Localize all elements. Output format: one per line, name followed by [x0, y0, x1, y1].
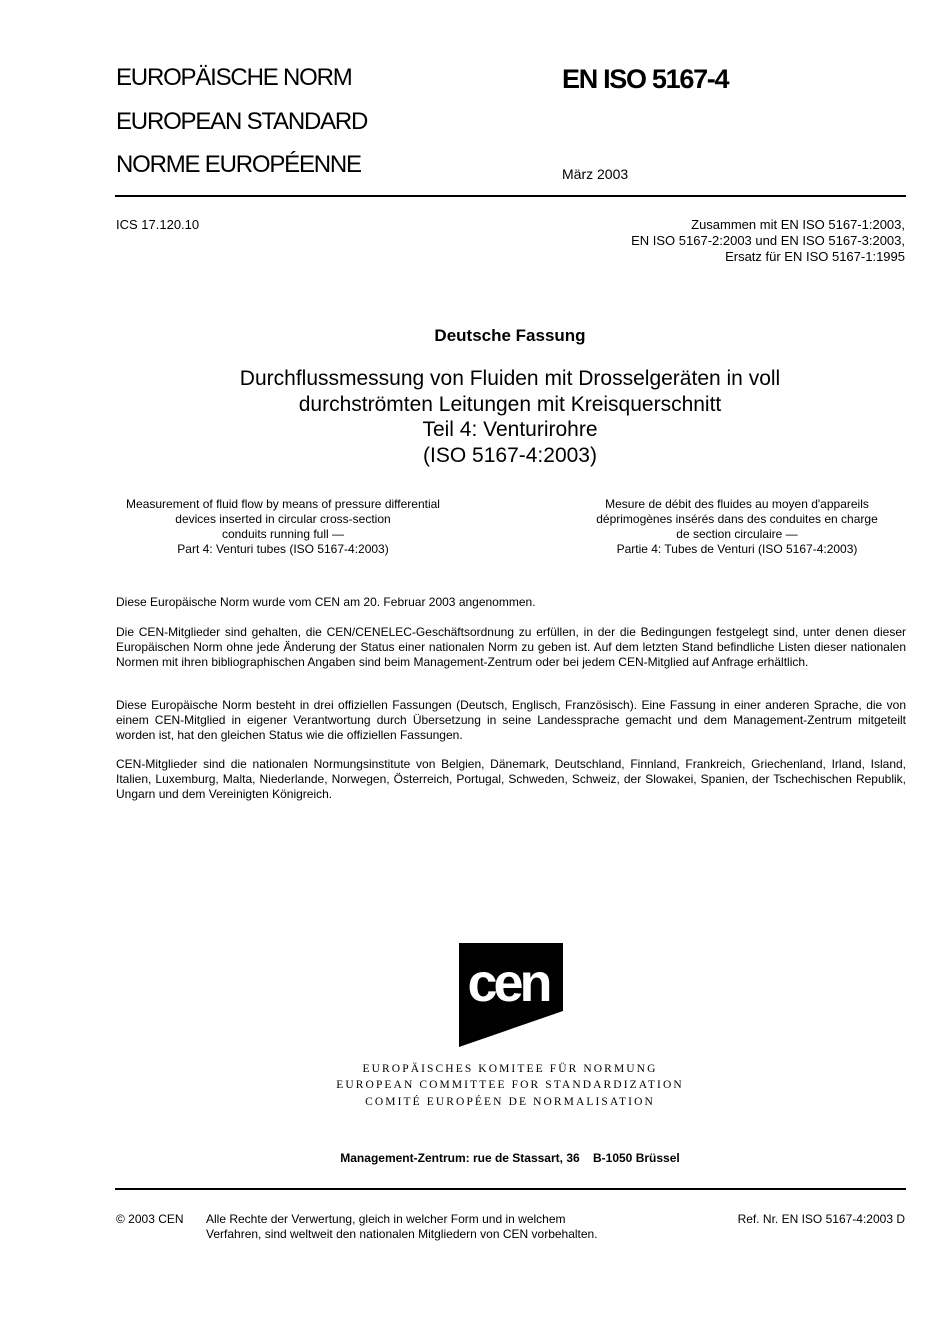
title-line: Durchflussmessung von Fluiden mit Drosselgeräten in voll	[239, 367, 781, 390]
management-centre-address: Management-Zentrum: rue de Stassart, 36 B-1050 Brüssel	[340, 1151, 680, 1165]
cen-logo	[459, 943, 563, 1047]
designation-en: EUROPEAN STANDARD	[116, 108, 368, 135]
designation-de: EUROPÄISCHE NORM	[116, 64, 352, 91]
rights-notice	[206, 1212, 646, 1242]
version-label: Deutsche Fassung	[434, 326, 586, 345]
document-title	[0, 366, 950, 468]
cen-logo-text: cen	[467, 953, 549, 1013]
cen-logo-graphic	[459, 943, 563, 1047]
french-title-line: déprimogènes insérés dans des conduites en charge	[596, 512, 878, 526]
committee-name-de: EUROPÄISCHES KOMITEE FÜR NORMUNG	[362, 1063, 658, 1075]
ics-code: ICS 17.120.10	[116, 217, 200, 232]
french-title-line: Mesure de débit des fluides au moyen d'appareils	[605, 497, 869, 511]
members-paragraph: CEN-Mitglieder sind die nationalen Normungsinstitute von Belgien, Dänemark, Deutschland, Finnland, Frankreich, Griechenland, Irland, Island, Italien, Luxemburg, Malta, Niederlande, Norwegen, Österreich, Portugal, Schweden, Schweiz, der Slowakei, Spanien, der Tschechischen Republik, Ungarn und dem Vereinigten Königreich.	[116, 757, 906, 801]
committee-names	[0, 1061, 950, 1110]
header-rule	[115, 195, 906, 197]
english-title-line: devices inserted in circular cross-section	[175, 512, 391, 526]
versions-paragraph: Diese Europäische Norm besteht in drei offiziellen Fassungen (Deutsch, Englisch, Französisch). Eine Fassung in einer anderen Sprache, die von einem CEN-Mitglied in eigener Verantwortung durch Übersetzung in seine Landessprache gemacht und dem Management-Zentrum mitgeteilt worden ist, hat den gleichen Status wie die offiziellen Fassungen.	[116, 698, 906, 742]
obligation-paragraph: Die CEN-Mitglieder sind gehalten, die CEN/CENELEC-Geschäftsordnung zu erfüllen, in der die Bedingungen festgelegt sind, unter denen dieser Europäischen Norm ohne jede Änderung der Status einer nationalen Norm zu geben ist. Auf dem letzten Stand befindliche Listen dieser nationalen Normen mit ihren bibliographischen Angaben sind beim Management-Zentrum oder bei jedem CEN-Mitglied auf Anfrage erhältlich.	[116, 625, 906, 669]
english-title-line: Measurement of fluid flow by means of pressure differential	[126, 497, 440, 511]
supersedes-line: EN ISO 5167-2:2003 und EN ISO 5167-3:2003,	[631, 233, 905, 248]
title-line: durchströmten Leitungen mit Kreisquerschnitt	[298, 392, 722, 416]
adoption-paragraph: Diese Europäische Norm wurde vom CEN am 20. Februar 2003 angenommen.	[116, 595, 536, 609]
english-title-line: Part 4: Venturi tubes (ISO 5167-4:2003)	[177, 542, 389, 556]
supersedes-line: Zusammen mit EN ISO 5167-1:2003,	[691, 217, 905, 232]
committee-name-en: EUROPEAN COMMITTEE FOR STANDARDIZATION	[336, 1079, 684, 1092]
rights-line: Alle Rechte der Verwertung, gleich in welcher Form und in welchem	[206, 1212, 566, 1226]
standard-number: EN ISO 5167-4	[562, 64, 729, 94]
french-title-line: Partie 4: Tubes de Venturi (ISO 5167-4:2003)	[616, 542, 858, 556]
designation-fr: NORME EUROPÉENNE	[116, 151, 361, 178]
copyright: © 2003 CEN	[116, 1212, 184, 1226]
publication-date: März 2003	[562, 166, 629, 182]
french-title-line: de section circulaire —	[676, 527, 798, 541]
english-title-line: conduits running full —	[221, 527, 345, 541]
title-line: Teil 4: Venturirohre	[422, 418, 598, 441]
title-line: (ISO 5167-4:2003)	[423, 443, 597, 467]
rights-line: Verfahren, sind weltweit den nationalen Mitgliedern von CEN vorbehalten.	[206, 1227, 598, 1241]
supersedes-note	[631, 217, 905, 265]
footer-rule	[115, 1188, 906, 1190]
reference-number: Ref. Nr. EN ISO 5167-4:2003 D	[737, 1212, 905, 1226]
english-title	[97, 497, 469, 557]
committee-name-fr: COMITÉ EUROPÉEN DE NORMALISATION	[365, 1095, 655, 1108]
supersedes-line: Ersatz für EN ISO 5167-1:1995	[725, 249, 905, 264]
french-title	[551, 497, 923, 557]
